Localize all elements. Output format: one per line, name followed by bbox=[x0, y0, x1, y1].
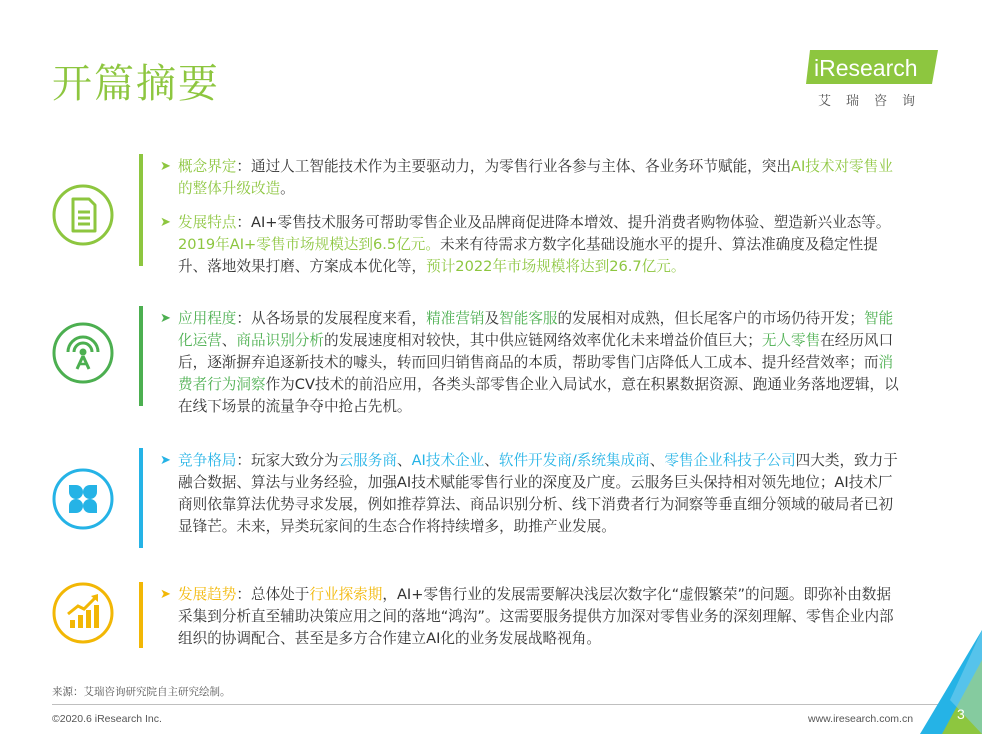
document-icon bbox=[52, 184, 114, 246]
body-text: 在经历风口后，逐渐摒弃追逐新技术的噱头，转而回归销售商品的本质，帮助零售门店降低人工成本、提升经营效率；而 bbox=[178, 332, 894, 371]
bullet-arrow-icon: ➤ bbox=[160, 215, 171, 230]
body-text: ，AI+零售行业的发展需要解决浅层次数字化“虚假繁荣”的问题。即弥补由数据采集到分析直至辅助决策应用之间的落地“鸿沟”。这需要服务提供方加深对零售业务的深刻理解、零售企业内部组织的协调配合、甚至是多方合作建立AI化的业务发展战略视角。 bbox=[178, 586, 894, 647]
paragraph bbox=[160, 450, 905, 538]
footer-divider bbox=[52, 704, 957, 705]
highlight-text: 商品识别分析 bbox=[236, 332, 324, 349]
iresearch-logo-mark bbox=[806, 50, 942, 86]
highlight-text: 云服务商 bbox=[338, 452, 397, 469]
body-text: 。 bbox=[280, 180, 295, 197]
body-text: ：通过人工智能技术作为主要驱动力，为零售行业各参与主体、各业务环节赋能，突出 bbox=[236, 158, 791, 175]
highlight-text: 发展特点 bbox=[178, 214, 237, 231]
logo-subtitle: 艾瑞咨询 bbox=[818, 94, 931, 109]
paragraph bbox=[160, 308, 905, 418]
paragraph-text bbox=[178, 158, 893, 197]
body-text: 、 bbox=[396, 452, 412, 469]
website-link[interactable]: www.iresearch.com.cn bbox=[808, 713, 914, 725]
bullet-arrow-icon: ➤ bbox=[160, 311, 171, 326]
paragraph bbox=[160, 212, 905, 278]
iresearch-logo bbox=[806, 50, 946, 110]
section-text bbox=[160, 156, 905, 278]
page-number: 3 bbox=[957, 706, 965, 722]
signal-tower-icon bbox=[52, 322, 114, 384]
highlight-text: 2019年AI+零售市场规模达到6.5亿元。 bbox=[178, 236, 440, 253]
highlight-text: 应用程度 bbox=[178, 310, 237, 327]
highlight-text: 智能化运营 bbox=[178, 310, 894, 349]
paragraph bbox=[160, 584, 905, 650]
section-divider bbox=[139, 448, 143, 548]
body-text: 、 bbox=[649, 452, 665, 469]
section-text bbox=[160, 584, 905, 650]
highlight-text: 零售企业科技子公司 bbox=[664, 452, 796, 469]
growth-chart-icon bbox=[52, 582, 114, 644]
highlight-text: 竞争格局 bbox=[178, 452, 237, 469]
page-title: 开篇摘要 bbox=[52, 61, 220, 107]
bullet-arrow-icon: ➤ bbox=[160, 453, 171, 468]
paragraph-text bbox=[178, 214, 890, 275]
body-text: 四大类，致力于融合数据、算法与业务经验，加强AI技术赋能零售行业的深度及广度。云服务巨头保持相对领先地位；AI技术厂商则依靠算法优势寻求发展，例如推荐算法、商品识别分析、线下消费者行为洞察等垂直细分领域的破局者已初显锋芒。未来，异类玩家间的生态合作将持续增多，助推产业发展。 bbox=[178, 452, 898, 535]
paragraph-text bbox=[178, 310, 899, 415]
body-text: 、 bbox=[221, 332, 237, 349]
logo-wordmark-text: iResearch bbox=[814, 55, 918, 81]
section-divider bbox=[139, 306, 143, 406]
body-text: 及 bbox=[484, 310, 500, 327]
body-text: 的发展速度相对较快，其中供应链网络效率优化未来增益价值巨大； bbox=[323, 332, 762, 349]
section-text bbox=[160, 450, 905, 538]
highlight-text: 发展趋势 bbox=[178, 586, 237, 603]
highlight-text: 消费者行为洞察 bbox=[178, 354, 894, 393]
four-leaf-icon bbox=[52, 468, 114, 530]
corner-decoration bbox=[900, 630, 982, 734]
body-text: 作为CV技术的前沿应用，各类头部零售企业入局试水，意在积累数据资源、跑通业务落地逻辑，以在线下场景的流量争夺中抢占先机。 bbox=[178, 376, 899, 415]
paragraph-text bbox=[178, 452, 898, 535]
body-text: 未来有待需求方数字化基础设施水平的提升、算法准确度及稳定性提升、落地效果打磨、方案成本优化等， bbox=[178, 236, 878, 275]
highlight-text: 智能客服 bbox=[499, 310, 558, 327]
copyright: ©2020.6 iResearch Inc. bbox=[52, 713, 162, 725]
bullet-arrow-icon: ➤ bbox=[160, 159, 171, 174]
paragraph-text bbox=[178, 586, 894, 647]
body-text: ：从各场景的发展程度来看， bbox=[236, 310, 427, 327]
highlight-text: 精准营销 bbox=[426, 310, 485, 327]
body-text: 、 bbox=[484, 452, 499, 469]
bullet-arrow-icon: ➤ bbox=[160, 587, 171, 602]
section-divider bbox=[139, 154, 143, 266]
highlight-text: 行业探索期 bbox=[309, 586, 383, 603]
highlight-text: 无人零售 bbox=[761, 332, 821, 349]
highlight-text: AI技术对零售业的整体升级改造 bbox=[178, 158, 893, 197]
highlight-text: 概念界定 bbox=[178, 158, 237, 175]
section-text bbox=[160, 308, 905, 418]
body-text: 的发展相对成熟，但长尾客户的市场仍待开发； bbox=[557, 310, 864, 327]
highlight-text: 软件开发商/系统集成商 bbox=[498, 452, 650, 469]
highlight-text: 预计2022年市场规模将达到26.7亿元。 bbox=[426, 258, 686, 275]
body-text: ：玩家大致分为 bbox=[236, 452, 339, 469]
body-text: ：AI+零售技术服务可帮助零售企业及品牌商促进降本增效、提升消费者购物体验、塑造新兴业态等。 bbox=[236, 214, 891, 231]
source-note: 来源：艾瑞咨询研究院自主研究绘制。 bbox=[52, 686, 231, 698]
section-divider bbox=[139, 582, 143, 648]
highlight-text: AI技术企业 bbox=[411, 452, 485, 469]
paragraph bbox=[160, 156, 905, 200]
body-text: ：总体处于 bbox=[236, 586, 310, 603]
